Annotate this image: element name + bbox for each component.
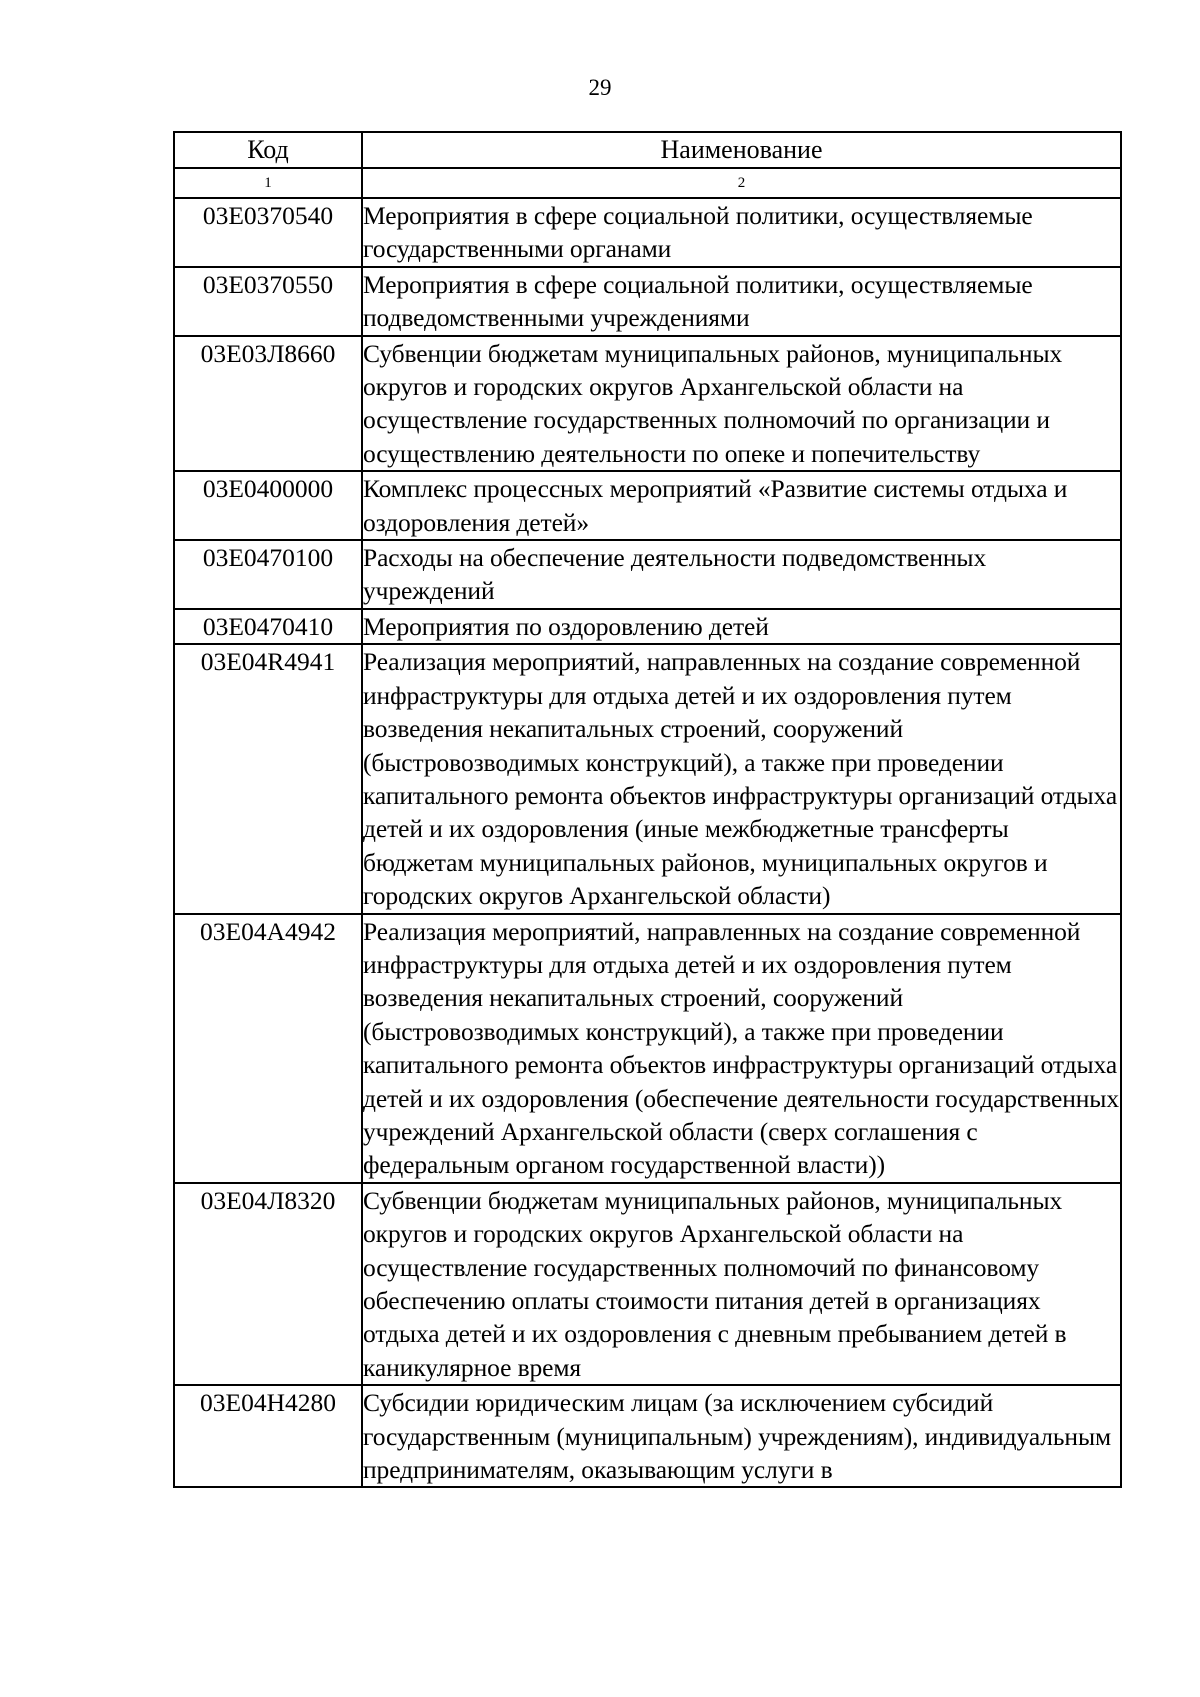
table-row: [174, 609, 1121, 644]
row-code: 03Е0370540: [174, 198, 362, 267]
table-row: [174, 471, 1121, 540]
row-name: Реализация мероприятий, направленных на создание современной инфраструктуры для отдыха детей и их оздоровления путем возведения некапитальных строений, сооружений (быстровозводимых конструкций), а также при проведении капитального ремонта объектов инфраструктуры организаций отдыха детей и их оздоровления (иные межбюджетные трансферты бюджетам муниципальных районов, муниципальных округов и городских округов Архангельской области): [362, 644, 1121, 913]
header-name: Наименование: [362, 132, 1121, 168]
row-name: Расходы на обеспечение деятельности подведомственных учреждений: [362, 540, 1121, 609]
row-name: Мероприятия по оздоровлению детей: [362, 609, 1121, 644]
table-row: [174, 1183, 1121, 1385]
table-row: [174, 914, 1121, 1183]
column-number-code: 1: [174, 168, 362, 198]
row-code: 03Е04R4941: [174, 644, 362, 913]
table-row: [174, 198, 1121, 267]
row-code: 03Е0370550: [174, 267, 362, 336]
row-code: 03Е0470410: [174, 609, 362, 644]
table-row: [174, 644, 1121, 913]
table-row: [174, 540, 1121, 609]
row-name: Мероприятия в сфере социальной политики, осуществляемые государственными органами: [362, 198, 1121, 267]
classification-table: [173, 131, 1122, 1488]
row-code: 03Е04Н4280: [174, 1385, 362, 1487]
row-code: 03Е04А4942: [174, 914, 362, 1183]
table-row: [174, 336, 1121, 472]
row-code: 03Е04Л8320: [174, 1183, 362, 1385]
row-name: Субсидии юридическим лицам (за исключением субсидий государственным (муниципальным) учреждениям), индивидуальным предпринимателям, оказывающим услуги в: [362, 1385, 1121, 1487]
row-name: Реализация мероприятий, направленных на создание современной инфраструктуры для отдыха детей и их оздоровления путем возведения некапитальных строений, сооружений (быстровозводимых конструкций), а также при проведении капитального ремонта объектов инфраструктуры организаций отдыха детей и их оздоровления (обеспечение деятельности государственных учреждений Архангельской области (сверх соглашения с федеральным органом государственной власти)): [362, 914, 1121, 1183]
column-number-row: [174, 168, 1121, 198]
column-number-name: 2: [362, 168, 1121, 198]
row-code: 03Е0400000: [174, 471, 362, 540]
row-code: 03Е03Л8660: [174, 336, 362, 472]
table-row: [174, 267, 1121, 336]
row-code: 03Е0470100: [174, 540, 362, 609]
page-number: 29: [588, 75, 612, 100]
row-name: Субвенции бюджетам муниципальных районов, муниципальных округов и городских округов Архангельской области на осуществление государственных полномочий по организации и осуществлению деятельности по опеке и попечительству: [362, 336, 1121, 472]
header-row: [174, 132, 1121, 168]
row-name: Мероприятия в сфере социальной политики, осуществляемые подведомственными учреждениями: [362, 267, 1121, 336]
header-code: Код: [174, 132, 362, 168]
row-name: Комплекс процессных мероприятий «Развитие системы отдыха и оздоровления детей»: [362, 471, 1121, 540]
row-name: Субвенции бюджетам муниципальных районов, муниципальных округов и городских округов Архангельской области на осуществление государственных полномочий по финансовому обеспечению оплаты стоимости питания детей в организациях отдыха детей и их оздоровления с дневным пребыванием детей в каникулярное время: [362, 1183, 1121, 1385]
table-row: [174, 1385, 1121, 1487]
